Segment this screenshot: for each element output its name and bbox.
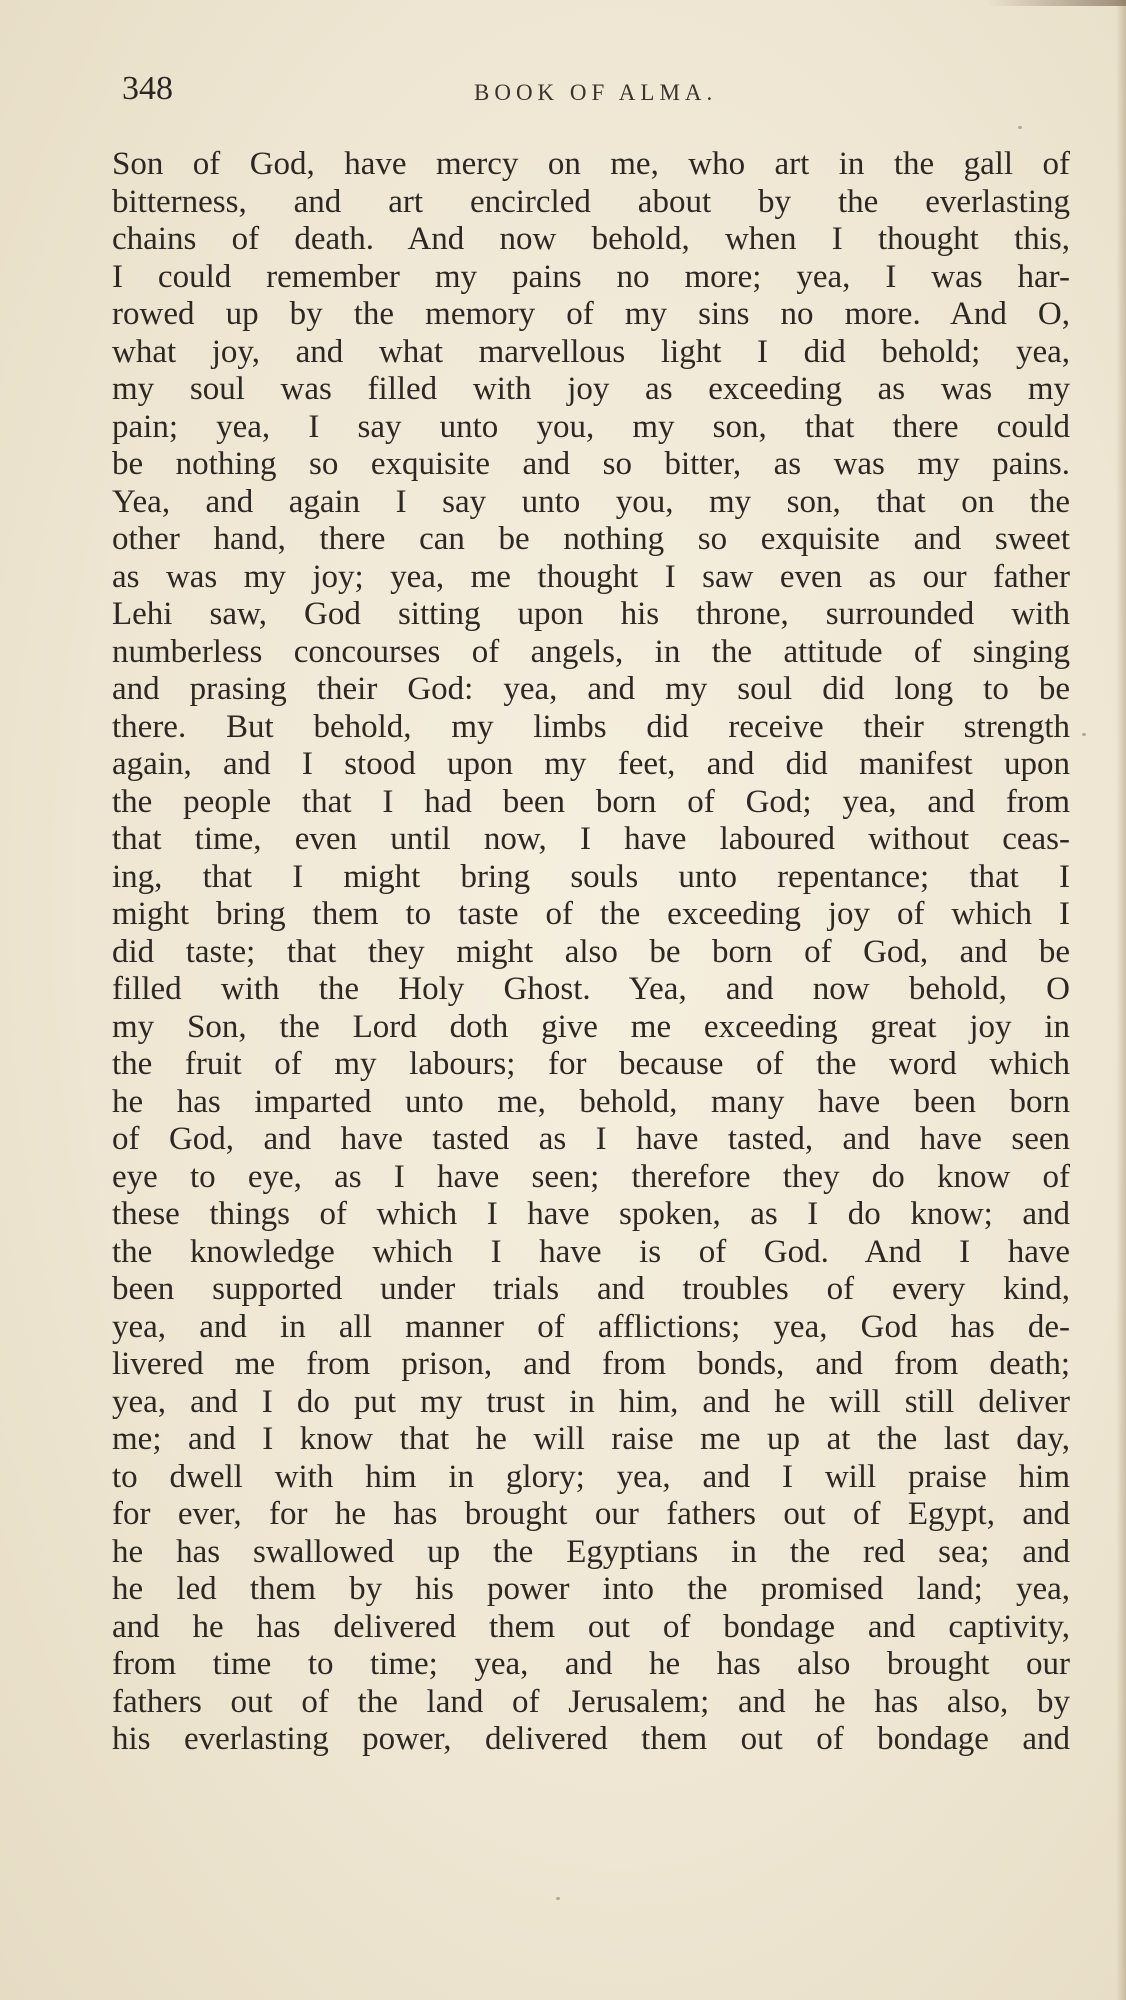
text-line: Lehi saw, God sitting upon his throne, surrounded with bbox=[112, 596, 1070, 632]
text-line: Yea, and again I say unto you, my son, that on the bbox=[112, 483, 1070, 520]
text-line: be nothing so exquisite and so bitter, as was my pains. bbox=[112, 446, 1070, 482]
text-line: and he has delivered them out of bondage and captivity, bbox=[112, 1608, 1070, 1645]
text-line: from time to time; yea, and he has also brought our bbox=[112, 1646, 1070, 1682]
text-line: the knowledge which I have is of God. And I have bbox=[112, 1233, 1070, 1270]
text-line: bitterness, and art encircled about by the everlasting bbox=[112, 183, 1070, 220]
text-line: his everlasting power, delivered them out of bondage and bbox=[112, 1721, 1070, 1757]
text-line: and prasing their God: yea, and my soul did long to be bbox=[112, 671, 1070, 707]
text-line: Son of God, have mercy on me, who art in the gall of bbox=[112, 146, 1070, 182]
text-line: to dwell with him in glory; yea, and I will praise him bbox=[112, 1458, 1070, 1495]
text-line: I could remember my pains no more; yea, I was har- bbox=[112, 258, 1070, 295]
text-line: me; and I know that he will raise me up at the last day, bbox=[112, 1421, 1070, 1457]
page-edge-shadow bbox=[986, 0, 1126, 6]
text-line: for ever, for he has brought our fathers out of Egypt, and bbox=[112, 1496, 1070, 1532]
paper-speck bbox=[556, 1897, 560, 1900]
paper-speck bbox=[1018, 126, 1022, 129]
text-line: he has swallowed up the Egyptians in the red sea; and bbox=[112, 1533, 1070, 1570]
text-line: eye to eye, as I have seen; therefore they do know of bbox=[112, 1158, 1070, 1195]
text-line: the fruit of my labours; for because of the word which bbox=[112, 1046, 1070, 1082]
page-binding-shadow bbox=[1116, 0, 1126, 2000]
text-line: chains of death. And now behold, when I thought this, bbox=[112, 221, 1070, 257]
text-line: livered me from prison, and from bonds, and from death; bbox=[112, 1346, 1070, 1382]
text-line: filled with the Holy Ghost. Yea, and now behold, O bbox=[112, 971, 1070, 1007]
text-line: the people that I had been born of God; yea, and from bbox=[112, 783, 1070, 820]
text-line: these things of which I have spoken, as I do know; and bbox=[112, 1196, 1070, 1232]
text-line: of God, and have tasted as I have tasted, and have seen bbox=[112, 1121, 1070, 1157]
text-line: other hand, there can be nothing so exquisite and sweet bbox=[112, 521, 1070, 557]
text-line: did taste; that they might also be born of God, and be bbox=[112, 933, 1070, 970]
text-line: numberless concourses of angels, in the attitude of singing bbox=[112, 633, 1070, 670]
body-text bbox=[112, 146, 1070, 1759]
text-line: again, and I stood upon my feet, and did manifest upon bbox=[112, 746, 1070, 782]
text-line: there. But behold, my limbs did receive their strength bbox=[112, 708, 1070, 745]
text-line: fathers out of the land of Jerusalem; and he has also, by bbox=[112, 1683, 1070, 1720]
text-line: my Son, the Lord doth give me exceeding great joy in bbox=[112, 1008, 1070, 1045]
text-line: rowed up by the memory of my sins no more. And O, bbox=[112, 296, 1070, 332]
text-line: ing, that I might bring souls unto repentance; that I bbox=[112, 858, 1070, 895]
running-head: BOOK OF ALMA. bbox=[474, 80, 718, 105]
text-line: my soul was filled with joy as exceeding as was my bbox=[112, 371, 1070, 407]
page-number: 348 bbox=[122, 70, 173, 107]
text-line: pain; yea, I say unto you, my son, that there could bbox=[112, 408, 1070, 445]
text-line: he has imparted unto me, behold, many have been born bbox=[112, 1083, 1070, 1120]
text-line: might bring them to taste of the exceeding joy of which I bbox=[112, 896, 1070, 932]
text-line: been supported under trials and troubles of every kind, bbox=[112, 1271, 1070, 1307]
text-line: he led them by his power into the promised land; yea, bbox=[112, 1571, 1070, 1607]
text-line: yea, and I do put my trust in him, and he will still deliver bbox=[112, 1383, 1070, 1420]
text-line: as was my joy; yea, me thought I saw even as our father bbox=[112, 558, 1070, 595]
text-line: that time, even until now, I have laboured without ceas- bbox=[112, 821, 1070, 857]
page-header bbox=[122, 66, 1072, 116]
text-line: what joy, and what marvellous light I did behold; yea, bbox=[112, 333, 1070, 370]
paper-speck bbox=[1082, 733, 1086, 736]
text-line: yea, and in all manner of afflictions; yea, God has de- bbox=[112, 1308, 1070, 1345]
